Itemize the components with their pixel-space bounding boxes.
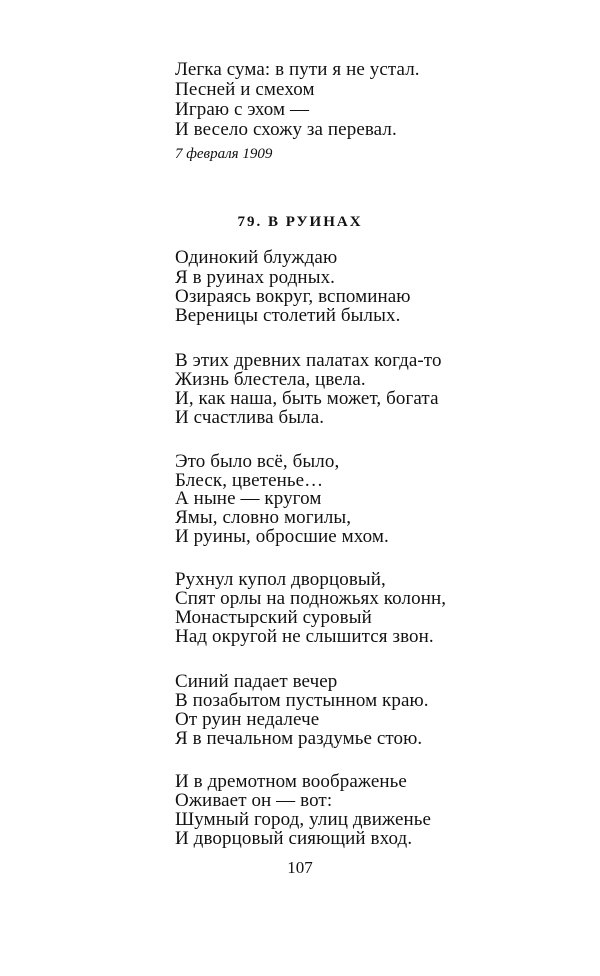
poem-line: И руины, обросшие мхом. xyxy=(175,526,389,547)
poem-line: От руин недалече xyxy=(175,709,320,730)
poem-line: И дворцовый сияющий вход. xyxy=(175,828,413,849)
poem-line: Я в печальном раздумье стою. xyxy=(175,728,423,749)
poem-line: И счастлива была. xyxy=(175,407,325,428)
poem-line: Блеск, цветенье… xyxy=(175,470,324,491)
poem-line: И, как наша, быть может, богата xyxy=(175,388,439,409)
poem-line: Я в руинах родных. xyxy=(175,267,336,288)
prev-poem-line: И весело схожу за перевал. xyxy=(175,119,397,140)
poem-line: А ныне — кругом xyxy=(175,488,322,509)
poem-line: Одинокий блуждаю xyxy=(175,247,338,268)
prev-poem-line: Легка сума: в пути я не устал. xyxy=(175,59,420,80)
prev-poem-line: Играю с эхом — xyxy=(175,99,310,120)
poem-line: Монастырский суровый xyxy=(175,607,372,628)
poem-line: В позабытом пустынном краю. xyxy=(175,690,429,711)
poem-line: Над округой не слышится звон. xyxy=(175,626,434,647)
poem-line: Спят орлы на подножьях колонн, xyxy=(175,588,447,609)
poem-line: И в дремотном воображенье xyxy=(175,771,407,792)
poem-title: 79. В РУИНАХ xyxy=(237,214,363,230)
poem-line: Шумный город, улиц движенье xyxy=(175,809,432,830)
prev-poem-date: 7 февраля 1909 xyxy=(175,146,273,162)
poem-line: Озираясь вокруг, вспоминаю xyxy=(175,286,411,307)
poem-line: Ямы, словно могилы, xyxy=(175,507,352,528)
poem-line: В этих древних палатах когда-то xyxy=(175,350,442,371)
poem-line: Это было всё, было, xyxy=(175,451,340,472)
poem-line: Синий падает вечер xyxy=(175,671,338,692)
page-number: 107 xyxy=(287,858,313,877)
poem-line: Жизнь блестела, цвела. xyxy=(175,369,366,390)
poem-line: Оживает он — вот: xyxy=(175,790,333,811)
prev-poem-line: Песней и смехом xyxy=(175,79,315,100)
poem-line: Вереницы столетий былых. xyxy=(175,305,401,326)
poem-line: Рухнул купол дворцовый, xyxy=(175,569,386,590)
